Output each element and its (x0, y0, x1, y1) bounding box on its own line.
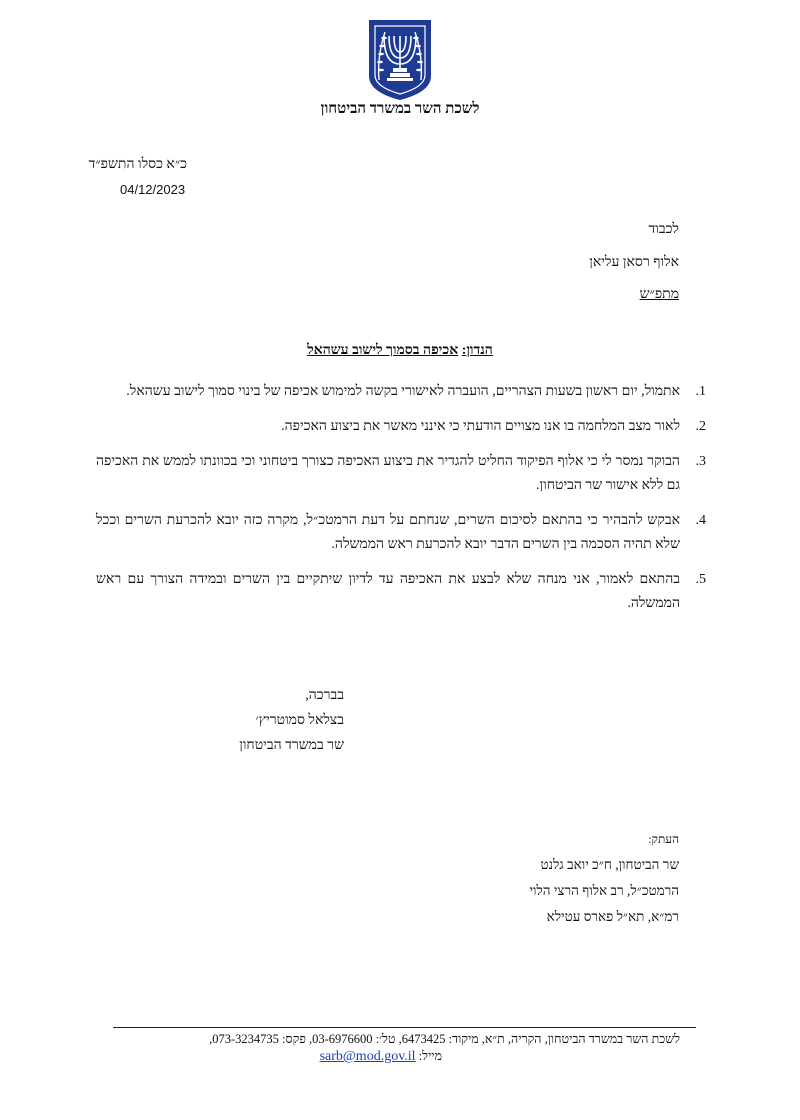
gregorian-date: 04/12/2023 (120, 182, 186, 197)
cc-block (529, 826, 679, 930)
numbered-items (96, 380, 706, 627)
list-item (96, 450, 706, 498)
list-item (96, 509, 706, 557)
office-title: לשכת השר במשרד הביטחון (320, 101, 480, 117)
recipient-name: אלוף רסאן עליאן (589, 255, 679, 270)
signer-role: שר במשרד הביטחון (239, 738, 344, 753)
footer-email-line (320, 1049, 442, 1065)
item-text: הבוקר נמסר לי כי אלוף הפיקוד החליט להגדיר את ביצוע האכיפה כצורך ביטחוני וכי בכוונתו לממש את האכיפה גם ללא אישור שר הביטחון. (96, 454, 680, 493)
list-item (96, 380, 706, 404)
item-number: 1. (695, 384, 706, 399)
menorah-emblem-icon (365, 18, 435, 102)
item-number: 5. (695, 572, 706, 587)
state-emblem (365, 18, 435, 102)
subject-text: אכיפה בסמוך לישוב עשהאל (307, 343, 459, 358)
cc-recipient: הרמטכ״ל, רב אלוף הרצי הלוי (529, 883, 679, 898)
item-text: אתמול, יום ראשון בשעות הצהריים, הועברה לאישורי בקשה למימוש אכיפה של בינוי סמוך לישוב עשהאל. (126, 384, 680, 399)
item-text: בהתאם לאמור, אני מנחה שלא לבצע את האכיפה עד לדיון שיתקיים בין השרים ובמידה הצורך עם ראש הממשלה. (96, 572, 680, 611)
email-link[interactable]: sarb@mod.gov.il (319, 1049, 416, 1064)
cc-label: העתק: (648, 832, 679, 846)
hebrew-date: כ״א כסלו התשפ״ד (88, 157, 187, 172)
item-text: לאור מצב המלחמה בו אנו מצויים הודעתי כי אינני מאשר את ביצוע האכיפה. (281, 419, 680, 434)
list-item (96, 568, 706, 616)
footer-email-label: מייל: (418, 1049, 442, 1063)
cc-recipient: רמ״א, תא״ל פארס עטילא (546, 909, 679, 924)
footer-divider (113, 1027, 696, 1028)
signer-name: בצלאל סמוטריץ׳ (255, 713, 344, 728)
subject-label: הנדון: (461, 343, 493, 358)
to-label: לכבוד (648, 222, 679, 237)
signature-block (239, 683, 344, 758)
item-number: 2. (695, 419, 706, 434)
subject-line (0, 343, 800, 359)
item-number: 4. (695, 513, 706, 528)
item-text: אבקש להבהיר כי בהתאם לסיכום השרים, שנחתם על דעת הרמטכ״ל, מקרה כזה יובא להכרעת השרים וככל שלא תהיה הסכמה בין השרים הדבר יובא להכרעת ראש הממשלה. (96, 513, 680, 552)
closing-text: בברכה, (305, 688, 344, 703)
item-number: 3. (695, 454, 706, 469)
recipient-title: מתפ״ש (639, 287, 679, 302)
footer-address: לשכת השר במשרד הביטחון, הקריה, ת״א, מיקוד: 6473425, טל׳: 03-6976600, פקס: 073-3234735, (209, 1032, 680, 1046)
cc-recipient: שר הביטחון, ח״כ יואב גלנט (540, 857, 679, 872)
list-item (96, 415, 706, 439)
